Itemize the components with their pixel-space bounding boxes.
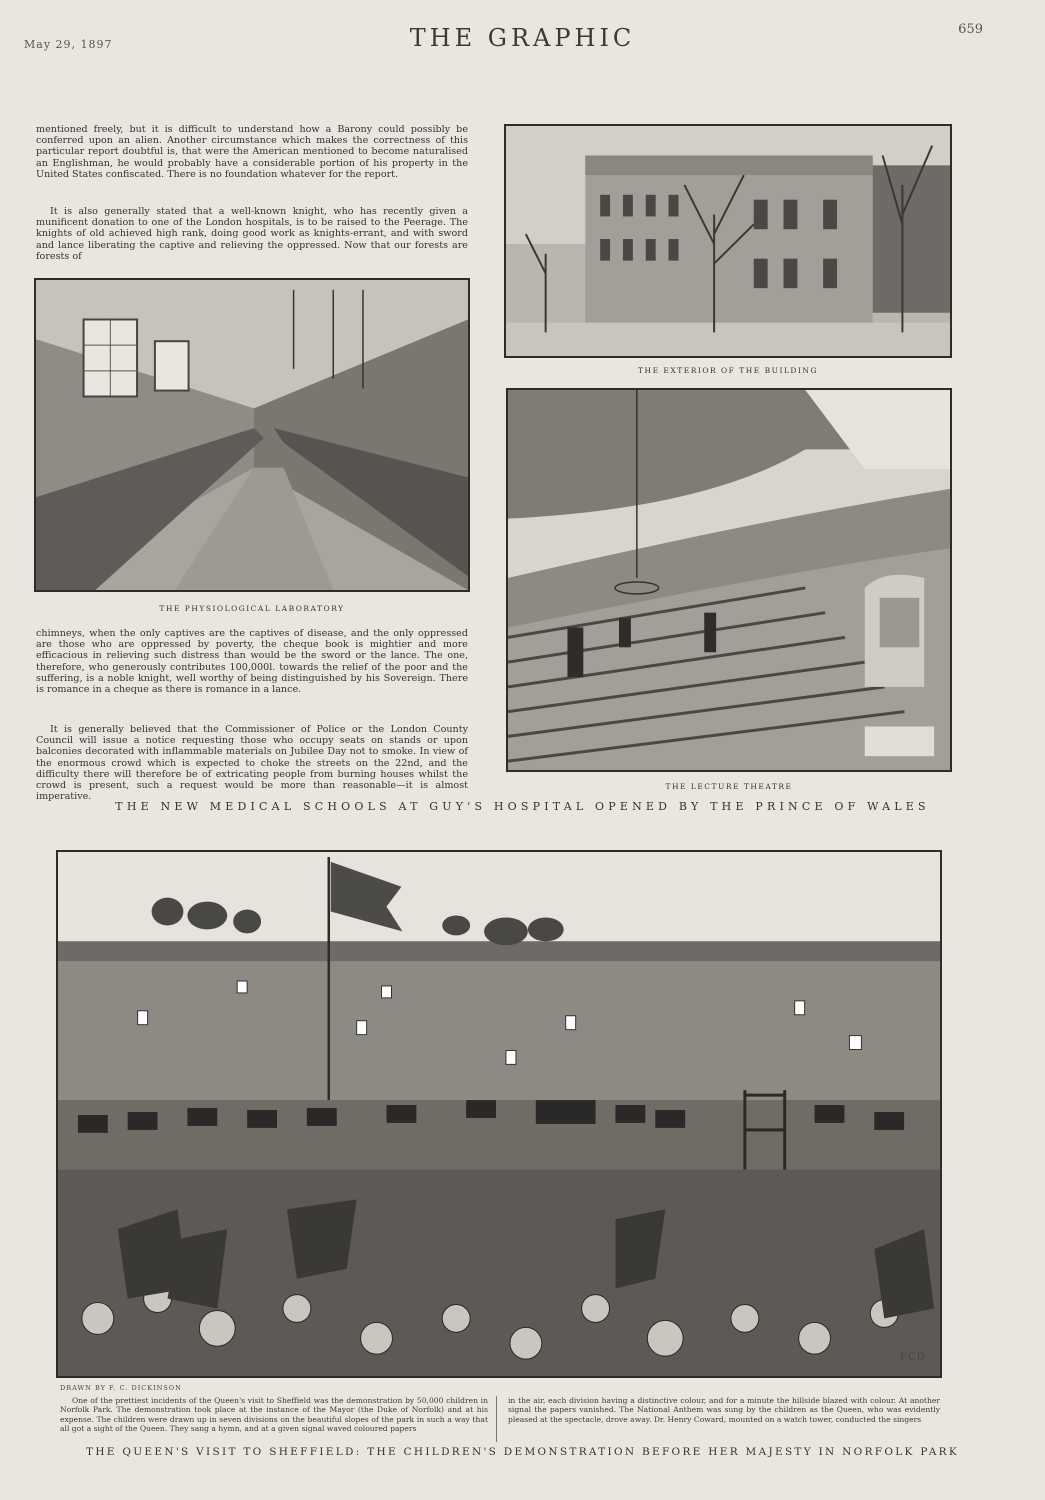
article-paragraph-2: It is also generally stated that a well-known knight, who has recently given a munificent donation to one of the London hospitals, is to be raised to the Peerage. The knights of old achieved high rank, doing good work as knights-errant, and with sword and lance liberating the captive and relieving the oppressed. Now that our forests are forests of xyxy=(36,206,468,262)
issue-date: May 29, 1897 xyxy=(24,38,113,51)
sheffield-description-left: One of the prettiest incidents of the Queen's visit to Sheffield was the demonstration by 50,000 children in Norfolk Park. The demonstration took place at the instance of the Mayor (the Duke of Norfolk) and at his expense. The children were drawn up in seven divisions on the beautiful slopes of the park in such a way that all got a sight of the Queen. They sang a hymn, and at a given signal waved coloured papers xyxy=(60,1396,488,1434)
article-paragraph-4: It is generally believed that the Commissioner of Police or the London County Council will issue a notice requesting those who occupy seats on stands or upon balconies decorated with inflammable materials on Jubilee Day not to smoke. In view of the enormous crowd which is expected to choke the streets on the 22nd, and the difficulty there will therefore be of extricating people from burning houses whilst the crowd is present, such a request would be more than reasonable—it is almost imperative. xyxy=(36,724,468,803)
publication-title: THE GRAPHIC xyxy=(409,24,636,52)
lecture-theatre-caption: THE LECTURE THEATRE xyxy=(665,782,793,791)
sheffield-description-right: in the air, each division having a distinctive colour, and for a minute the hillside blazed with colour. At another signal the papers vanished. The National Anthem was sung by the children as the Queen, who was evidently pleased at the spectacle, drove away. Dr. Henry Coward, mounted on a watch tower, conducted the singers xyxy=(508,1396,940,1424)
page-number: 659 xyxy=(958,22,983,37)
sheffield-engraving xyxy=(56,850,942,1378)
engraver-monogram: FCD xyxy=(900,1352,926,1363)
article-paragraph-1: mentioned freely, but it is difficult to understand how a Barony could possibly be conferred upon an alien. Another circumstance which makes the correctness of this particular report doubtful is, that were the American mentioned to become naturalised an Englishman, he would probably have a considerable portion of his property in the United States confiscated. There is no foundation whatever for the report. xyxy=(36,124,468,180)
exterior-caption: THE EXTERIOR OF THE BUILDING xyxy=(638,366,818,375)
laboratory-caption: THE PHYSIOLOGICAL LABORATORY xyxy=(159,604,345,613)
laboratory-photo xyxy=(34,278,470,592)
exterior-photo xyxy=(504,124,952,358)
article-paragraph-3: chimneys, when the only captives are the captives of disease, and the only oppressed are those who are oppressed by poverty, the cheque book is mightier and more efficacious in relieving such distress than would be the sword or the lance. The one, therefore, who generously contributes 100,000l. towards the relief of the poor and the suffering, is a noble knight, well worthy of being distinguished by his Sovereign. There is romance in a cheque as there is romance in a lance. xyxy=(36,628,468,696)
column-rule xyxy=(496,1396,497,1442)
lecture-theatre-photo xyxy=(506,388,952,772)
engraving-credit: DRAWN BY F. C. DICKINSON xyxy=(60,1384,182,1392)
hospital-headline: THE NEW MEDICAL SCHOOLS AT GUY'S HOSPITAL OPENED BY THE PRINCE OF WALES xyxy=(115,800,930,813)
sheffield-headline: THE QUEEN'S VISIT TO SHEFFIELD: THE CHILDREN'S DEMONSTRATION BEFORE HER MAJESTY IN NORFOLK PARK xyxy=(86,1446,959,1458)
